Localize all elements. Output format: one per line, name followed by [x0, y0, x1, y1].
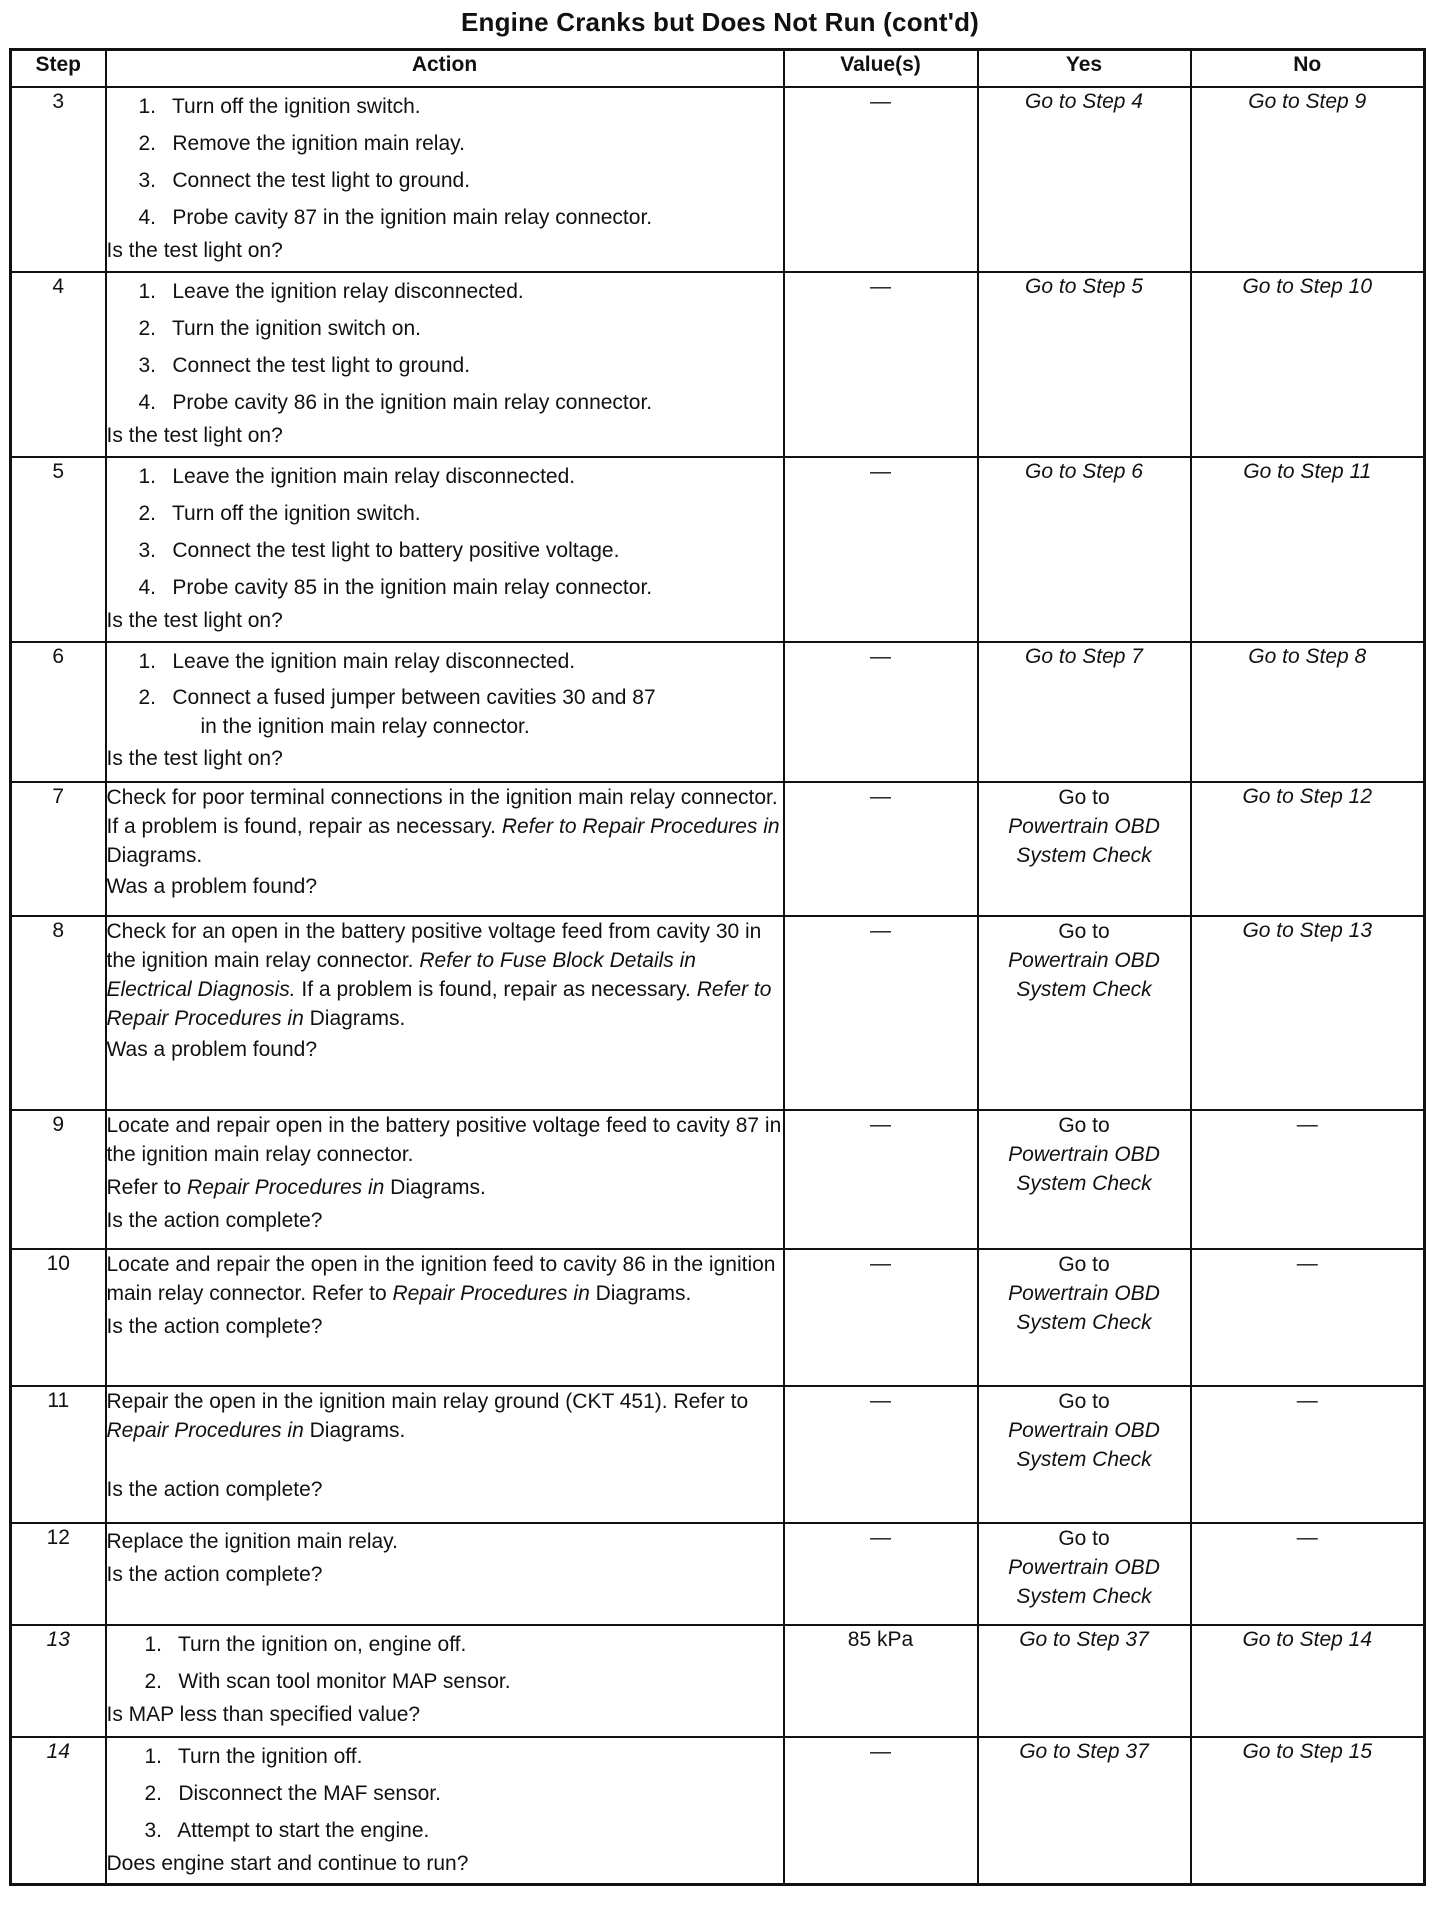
action-question: Is the action complete?: [106, 1563, 323, 1586]
action-question: Is the test light on?: [106, 609, 283, 632]
action-step: 1. Leave the ignition main relay disconnected.: [138, 650, 576, 673]
yes-cell: Go to Powertrain OBD System Check: [978, 916, 1191, 1110]
no-cell: Go to Step 15: [1191, 1737, 1425, 1884]
action-step: 2. Disconnect the MAF sensor.: [144, 1782, 441, 1805]
action-reference: Refer to Repair Procedures in Diagrams.: [106, 1176, 486, 1199]
no-cell: —: [1191, 1249, 1425, 1386]
header-no: No: [1191, 50, 1425, 88]
action-cell: [106, 1523, 784, 1625]
action-cell: [106, 1110, 784, 1249]
action-step: 2. Turn off the ignition switch.: [138, 502, 421, 525]
action-cell: [106, 87, 784, 272]
value-cell: —: [784, 272, 978, 457]
action-question: Does engine start and continue to run?: [106, 1852, 469, 1875]
action-step: 3. Connect the test light to ground.: [138, 169, 471, 192]
no-cell: Go to Step 8: [1191, 642, 1425, 782]
step-number: 12: [11, 1523, 106, 1625]
action-step: 1. Turn the ignition off.: [144, 1745, 363, 1768]
table-row: [11, 1523, 1425, 1625]
action-cell: [106, 1737, 784, 1884]
table-row: [11, 782, 1425, 916]
yes-cell: Go to Step 6: [978, 457, 1191, 642]
diagnostic-table: [9, 48, 1426, 1886]
yes-cell: Go to Step 5: [978, 272, 1191, 457]
value-cell: —: [784, 782, 978, 916]
value-cell: 85 kPa: [784, 1625, 978, 1737]
header-action: Action: [106, 50, 784, 88]
value-cell: —: [784, 1737, 978, 1884]
value-cell: —: [784, 1249, 978, 1386]
no-cell: —: [1191, 1386, 1425, 1523]
table-row: [11, 1249, 1425, 1386]
yes-cell: Go to Step 7: [978, 642, 1191, 782]
table-row: [11, 1737, 1425, 1884]
action-cell: [106, 1249, 784, 1386]
step-number: 11: [11, 1386, 106, 1523]
yes-cell: Go to Step 37: [978, 1737, 1191, 1884]
yes-cell: Go to Step 4: [978, 87, 1191, 272]
table-row: [11, 272, 1425, 457]
value-cell: —: [784, 1110, 978, 1249]
action-question: Is MAP less than specified value?: [106, 1703, 421, 1726]
no-cell: Go to Step 9: [1191, 87, 1425, 272]
action-steps: [107, 1626, 783, 1700]
action-text: Locate and repair the open in the ignition feed to cavity 86 in the ignition main relay connector. Refer to Repair Procedures in Diagrams.: [106, 1253, 776, 1305]
action-text: Check for poor terminal connections in the ignition main relay connector. If a problem is found, repair as necessary. Refer to Repair Procedures in Diagrams.: [106, 786, 780, 867]
action-cell: [106, 916, 784, 1110]
step-number: 6: [11, 642, 106, 782]
action-text: Locate and repair open in the battery positive voltage feed to cavity 87 in the ignition main relay connector.: [106, 1114, 782, 1166]
action-steps: [107, 88, 783, 236]
no-cell: Go to Step 12: [1191, 782, 1425, 916]
action-question: Was a problem found?: [106, 875, 318, 898]
action-step: 2. With scan tool monitor MAP sensor.: [144, 1670, 511, 1693]
action-step: 1. Turn off the ignition switch.: [138, 95, 421, 118]
value-cell: —: [784, 1523, 978, 1625]
action-step: 2. Turn the ignition switch on.: [138, 317, 421, 340]
header-yes: Yes: [978, 50, 1191, 88]
table-row: [11, 1386, 1425, 1523]
yes-cell: Go to Powertrain OBD System Check: [978, 1523, 1191, 1625]
no-cell: Go to Step 11: [1191, 457, 1425, 642]
action-step: 3. Connect the test light to battery positive voltage.: [138, 539, 620, 562]
action-steps: [107, 1738, 783, 1849]
step-number: 3: [11, 87, 106, 272]
action-text: Repair the open in the ignition main relay ground (CKT 451). Refer to Repair Procedures in Diagrams.: [106, 1390, 749, 1442]
action-question: Is the test light on?: [106, 747, 283, 770]
action-steps: [107, 273, 783, 421]
table-row: [11, 916, 1425, 1110]
action-cell: [106, 1625, 784, 1737]
action-cell: [106, 457, 784, 642]
value-cell: —: [784, 1386, 978, 1523]
step-number: 13: [11, 1625, 106, 1737]
action-text: Replace the ignition main relay.: [106, 1530, 398, 1553]
action-question: Is the action complete?: [106, 1209, 323, 1232]
action-cell: [106, 272, 784, 457]
action-text: Check for an open in the battery positive voltage feed from cavity 30 in the ignition main relay connector. Refer to Fuse Block Details in Electrical Diagnosis. If a problem is found, repair as necessary. Refer to Repair Procedures in Diagrams.: [106, 920, 772, 1030]
action-step: 3. Connect the test light to ground.: [138, 354, 471, 377]
step-number: 4: [11, 272, 106, 457]
action-question: Is the action complete?: [106, 1478, 323, 1501]
step-number: 5: [11, 457, 106, 642]
header-values: Value(s): [784, 50, 978, 88]
table-row: [11, 1625, 1425, 1737]
step-number: 8: [11, 916, 106, 1110]
value-cell: —: [784, 457, 978, 642]
action-question: Is the test light on?: [106, 424, 283, 447]
action-steps: [107, 458, 783, 606]
step-number: 9: [11, 1110, 106, 1249]
no-cell: Go to Step 10: [1191, 272, 1425, 457]
table-row: [11, 1110, 1425, 1249]
action-cell: [106, 642, 784, 782]
action-question: Is the action complete?: [106, 1315, 323, 1338]
action-question: Is the test light on?: [106, 239, 283, 262]
action-step: 3. Attempt to start the engine.: [144, 1819, 430, 1842]
action-step: 4. Probe cavity 86 in the ignition main relay connector.: [138, 391, 653, 414]
action-step: 2. Remove the ignition main relay.: [138, 132, 465, 155]
yes-cell: Go to Powertrain OBD System Check: [978, 1110, 1191, 1249]
action-step: 4. Probe cavity 85 in the ignition main relay connector.: [138, 576, 653, 599]
action-steps: [107, 643, 783, 744]
no-cell: Go to Step 13: [1191, 916, 1425, 1110]
yes-cell: Go to Powertrain OBD System Check: [978, 782, 1191, 916]
yes-cell: Go to Powertrain OBD System Check: [978, 1386, 1191, 1523]
action-question: Was a problem found?: [106, 1038, 318, 1061]
value-cell: —: [784, 642, 978, 782]
action-step: 1. Leave the ignition main relay disconnected.: [138, 465, 576, 488]
action-step: 1. Leave the ignition relay disconnected.: [138, 280, 524, 303]
table-row: [11, 87, 1425, 272]
page-title: Engine Cranks but Does Not Run (cont'd): [460, 7, 980, 37]
action-cell: [106, 1386, 784, 1523]
action-step: 2. Connect a fused jumper between cavities 30 and 87 in the ignition main relay connector.: [138, 686, 656, 738]
step-number: 7: [11, 782, 106, 916]
yes-cell: Go to Powertrain OBD System Check: [978, 1249, 1191, 1386]
step-number: 10: [11, 1249, 106, 1386]
table-header-row: [11, 50, 1425, 88]
header-step: Step: [11, 50, 106, 88]
table-row: [11, 457, 1425, 642]
table-row: [11, 642, 1425, 782]
step-number: 14: [11, 1737, 106, 1884]
action-step: 4. Probe cavity 87 in the ignition main relay connector.: [138, 206, 653, 229]
action-step: 1. Turn the ignition on, engine off.: [144, 1633, 467, 1656]
action-cell: [106, 782, 784, 916]
value-cell: —: [784, 87, 978, 272]
no-cell: Go to Step 14: [1191, 1625, 1425, 1737]
yes-cell: Go to Step 37: [978, 1625, 1191, 1737]
no-cell: —: [1191, 1523, 1425, 1625]
value-cell: —: [784, 916, 978, 1110]
no-cell: —: [1191, 1110, 1425, 1249]
